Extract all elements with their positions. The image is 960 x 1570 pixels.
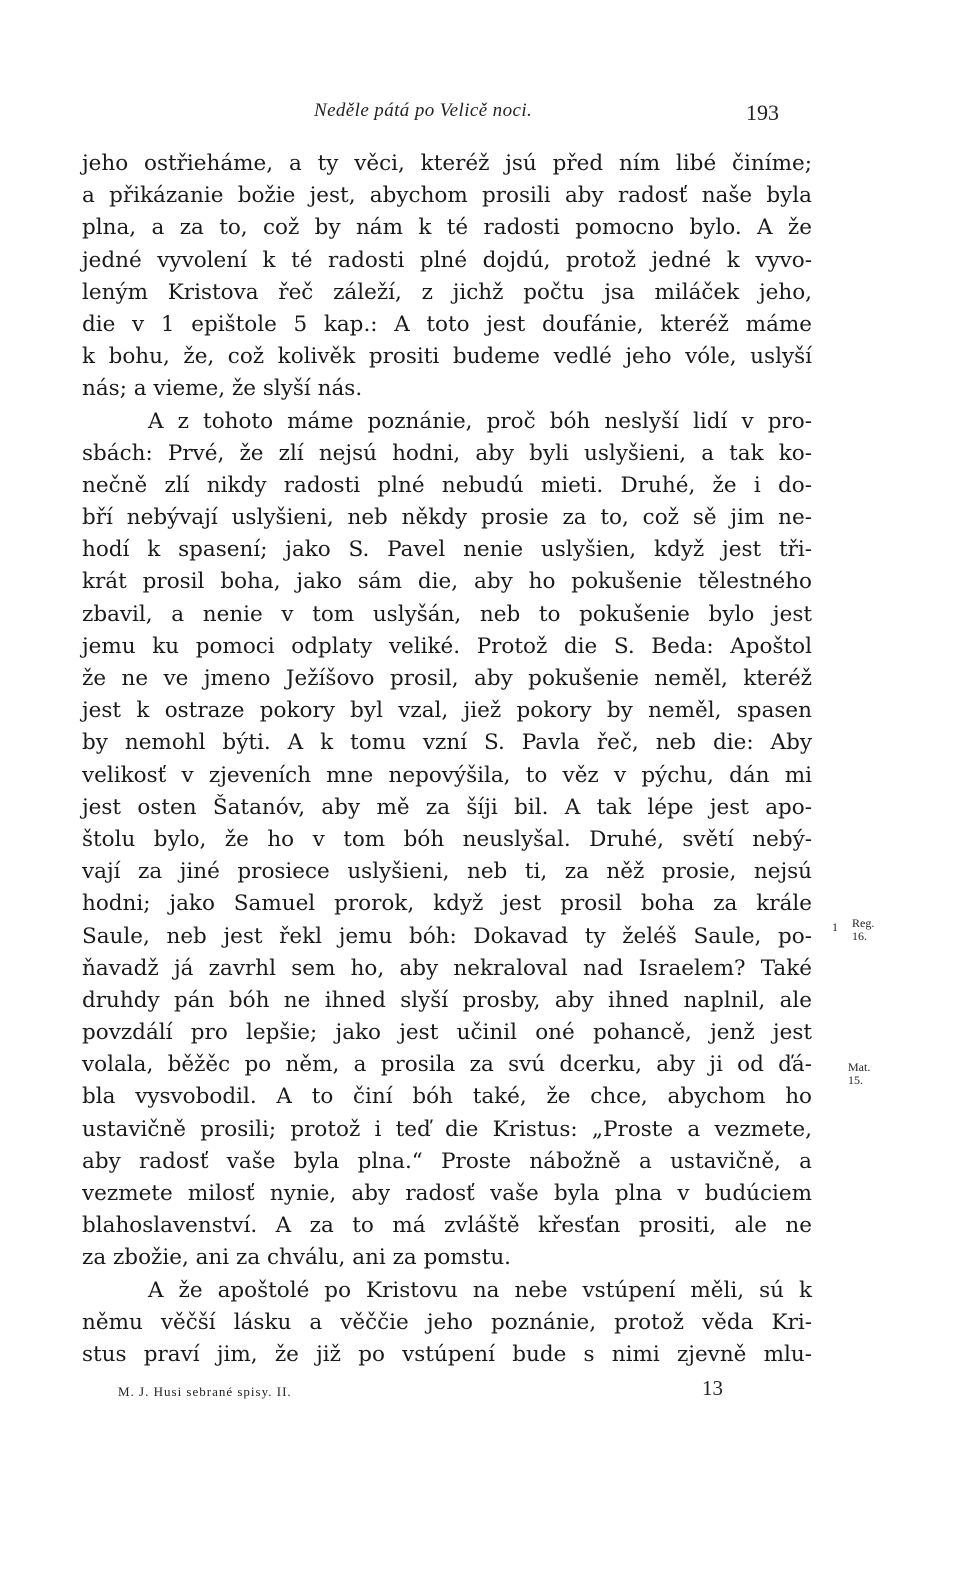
text-line: za zbožie, ani za chválu, ani za pomstu. (82, 1245, 512, 1271)
text-line: sbách: Prvé, že zlí nejsú hodni, aby byli uslyšieni, a tak ko- (82, 440, 812, 466)
paragraph-start-line: A z tohoto máme poznánie, proč bóh neslyší lidí v pro- (148, 408, 812, 434)
margin-note-line: Mat. (848, 1060, 871, 1074)
text-line: vezmete milosť nynie, aby radosť vaše byla plna v budúciem (82, 1181, 812, 1206)
margin-note-ref-number: 1 (832, 920, 838, 934)
page-number: 193 (746, 100, 779, 125)
text-line: a přikázanie božie jest, abychom prosili aby radosť naše byla (82, 183, 812, 209)
body-text (82, 148, 812, 1371)
running-head: Neděle pátá po Velicě noci. (314, 100, 533, 121)
text-line: velikosť v zjeveních mne nepovýšila, to věz v pýchu, dán mi (82, 762, 812, 788)
text-line: že ne ve jmeno Ježíšovo prosil, aby pokušenie neměl, kteréž (82, 666, 812, 691)
text-line: jedné vyvolení k té radosti plné dojdú, protož jedné k vyvo- (82, 247, 812, 273)
text-line: aby radosť vaše byla plna.“ Proste nábožně a ustavičně, a (82, 1148, 812, 1174)
text-line: ustavičně prosili; protož i teď die Kristus: „Proste a vezmete, (82, 1116, 812, 1142)
text-line: die v 1 epištole 5 kap.: A toto jest doufánie, kteréž máme (82, 311, 812, 337)
text-line: leným Kristova řeč záleží, z jichž počtu jsa miláček jeho, (82, 279, 812, 305)
text-line: druhdy pán bóh ne ihned slyší prosby, aby ihned naplnil, ale (82, 987, 812, 1013)
text-line: k bohu, že, což kolivěk prositi budeme vedlé jeho vóle, uslyší (82, 344, 812, 370)
text-line: nečně zlí nikdy radosti plné nebudú mieti. Druhé, že i do- (82, 472, 812, 498)
text-line: vají za jiné prosiece uslyšieni, neb ti, za něž prosie, nejsú (82, 859, 812, 885)
text-line: bří nebývají uslyšieni, neb někdy prosie za to, což sě jim ne- (82, 505, 812, 531)
margin-note-line: 16. (852, 929, 867, 943)
text-line: krát prosil boha, jako sám die, aby ho pokušenie tělestného (82, 569, 812, 595)
text-line: hodí k spasení; jako S. Pavel nenie uslyšien, když jest tři- (82, 537, 812, 563)
text-line: volala, běžěc po něm, a prosila za svú dcerku, aby ji od ďá- (82, 1052, 812, 1078)
text-line: Saule, neb jest řekl jemu bóh: Dokavad ty želéš Saule, po- (82, 923, 812, 949)
footer-signature: M. J. Husi sebrané spisy. II. (118, 1384, 292, 1399)
paragraph-start-line: A že apoštolé po Kristovu na nebe vstúpení měli, sú k (148, 1277, 812, 1303)
text-line: hodni; jako Samuel prorok, když jest prosil boha za krále (82, 891, 812, 917)
margin-note-mat (848, 1061, 870, 1087)
text-line: nás; a vieme, že slyší nás. (82, 376, 363, 402)
text-line: jest k ostraze pokory byl vzal, jiež pokory by neměl, spasen (82, 698, 812, 724)
margin-note-line: Reg. (852, 916, 875, 930)
text-line: povzdálí pro lepšie; jako jest učinil oné pohancě, jenž jest (82, 1020, 812, 1046)
text-line: němu věčší lásku a věččie jeho poznánie, protož věda Kri- (82, 1309, 812, 1335)
text-line: plna, a za to, což by nám k té radosti pomocno bylo. A že (82, 215, 812, 241)
text-line: ňavadž já zavrhl sem ho, aby nekraloval nad Israelem? Také (82, 955, 812, 981)
margin-note-reg (852, 917, 874, 943)
text-line: jest osten Šatanóv, aby mě za šíji bil. A tak lépe jest apo- (82, 794, 812, 820)
text-line: zbavil, a nenie v tom uslyšán, neb to pokušenie bylo jest (82, 601, 812, 627)
text-line: blahoslavenství. A za to má zvláště křesťan prositi, ale ne (82, 1213, 812, 1239)
margin-note-line: 15. (848, 1073, 863, 1087)
text-line: by nemohl býti. A k tomu vzní S. Pavla řeč, neb die: Aby (82, 730, 812, 756)
footer-sheet-number: 13 (702, 1376, 723, 1400)
text-line: jemu ku pomoci odplaty veliké. Protož die S. Beda: Apoštol (82, 633, 812, 659)
text-line: stus praví jim, že již po vstúpení bude s nimi zjevně mlu- (82, 1341, 812, 1367)
text-line: jeho ostřieháme, a ty věci, kteréž jsú před ním libé činíme; (82, 151, 812, 176)
text-line: bla vysvobodil. A to činí bóh také, že chce, abychom ho (82, 1084, 812, 1110)
text-line: štolu bylo, že ho v tom bóh neuslyšal. Druhé, světí nebý- (82, 826, 812, 852)
